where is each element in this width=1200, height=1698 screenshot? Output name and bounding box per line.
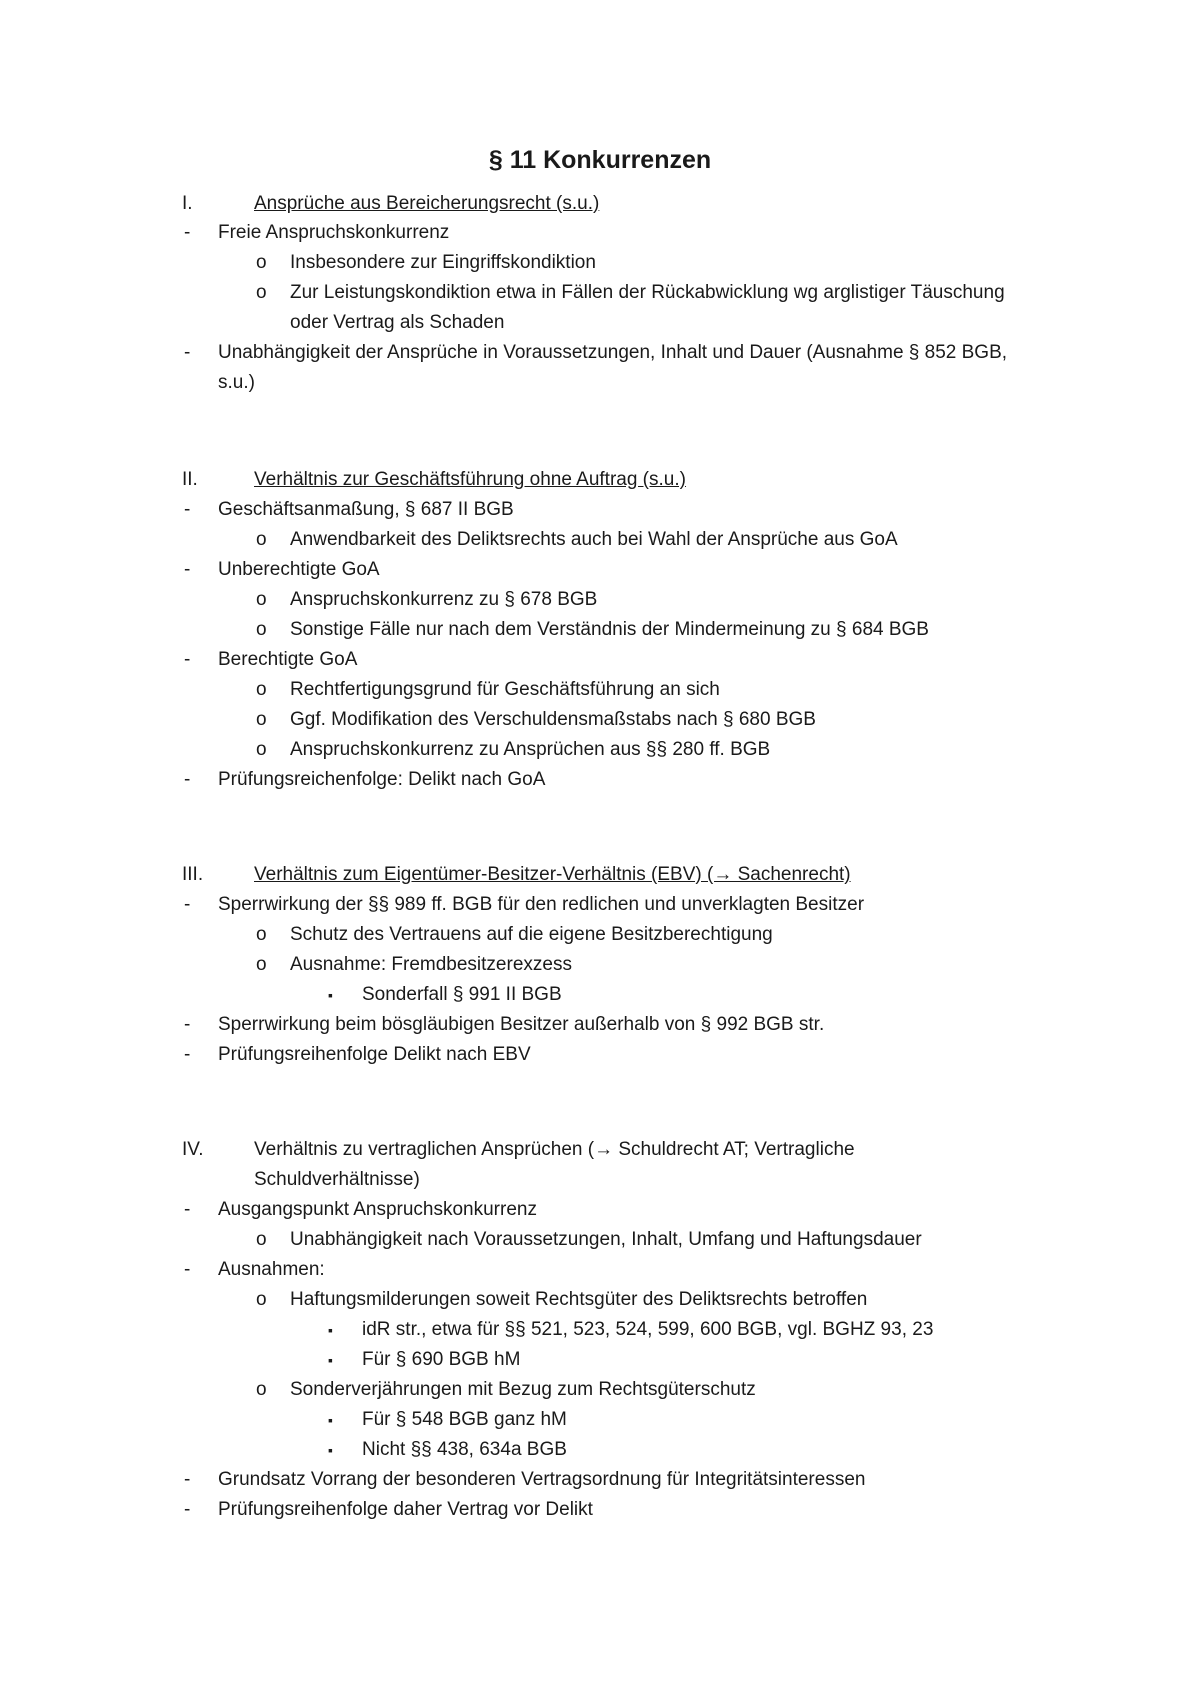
- list-item-text: Insbesondere zur Eingriffskondiktion: [290, 252, 596, 273]
- circle-bullet: o: [256, 1229, 267, 1250]
- list-item-text: Zur Leistungskondiktion etwa in Fällen der Rückabwicklung wg arglistiger Täuschung: [290, 282, 1005, 303]
- section-title: Schuldverhältnisse): [254, 1169, 420, 1190]
- section-title: Verhältnis zur Geschäftsführung ohne Auftrag (s.u.): [254, 469, 686, 490]
- list-item-text: Sonderfall § 991 II BGB: [362, 984, 562, 1005]
- section-title: Verhältnis zu vertraglichen Ansprüchen (→ Schuldrecht AT; Vertragliche: [254, 1139, 855, 1160]
- list-item-text: Prüfungsreichenfolge: Delikt nach GoA: [218, 769, 546, 790]
- dash-bullet: -: [184, 1499, 191, 1520]
- list-item-text: Sonstige Fälle nur nach dem Verständnis der Mindermeinung zu § 684 BGB: [290, 619, 929, 640]
- circle-bullet: o: [256, 252, 267, 273]
- circle-bullet: o: [256, 1289, 267, 1310]
- section-title: Verhältnis zum Eigentümer-Besitzer-Verhältnis (EBV) (→ Sachenrecht): [254, 864, 851, 885]
- list-item-text: Unberechtigte GoA: [218, 559, 380, 580]
- dash-bullet: -: [184, 342, 191, 363]
- list-item-text: Ausnahmen:: [218, 1259, 325, 1280]
- list-item-text: Freie Anspruchskonkurrenz: [218, 222, 450, 243]
- list-item-text: Sperrwirkung beim bösgläubigen Besitzer außerhalb von § 992 BGB str.: [218, 1014, 825, 1035]
- page-title: § 11 Konkurrenzen: [488, 146, 712, 174]
- list-item-text: Berechtigte GoA: [218, 649, 358, 670]
- list-item-text: Für § 690 BGB hM: [362, 1349, 521, 1370]
- list-item-text: Ggf. Modifikation des Verschuldensmaßstabs nach § 680 BGB: [290, 709, 816, 730]
- dash-bullet: -: [184, 559, 191, 580]
- list-item-text: Anspruchskonkurrenz zu Ansprüchen aus §§ 280 ff. BGB: [290, 739, 771, 760]
- dash-bullet: -: [184, 499, 191, 520]
- dash-bullet: -: [184, 222, 191, 243]
- section-numeral: II.: [182, 469, 198, 490]
- circle-bullet: o: [256, 282, 267, 303]
- list-item-text: Geschäftsanmaßung, § 687 II BGB: [218, 499, 514, 520]
- list-item-text: oder Vertrag als Schaden: [290, 312, 505, 333]
- list-item-text: Für § 548 BGB ganz hM: [362, 1409, 567, 1430]
- list-item-text: Prüfungsreihenfolge Delikt nach EBV: [218, 1044, 531, 1065]
- list-item-text: Anspruchskonkurrenz zu § 678 BGB: [290, 589, 598, 610]
- circle-bullet: o: [256, 589, 267, 610]
- square-bullet: ▪: [328, 1352, 333, 1368]
- list-item-text: idR str., etwa für §§ 521, 523, 524, 599, 600 BGB, vgl. BGHZ 93, 23: [362, 1319, 934, 1340]
- dash-bullet: -: [184, 1469, 191, 1490]
- list-item-text: Ausgangspunkt Anspruchskonkurrenz: [218, 1199, 537, 1220]
- circle-bullet: o: [256, 1379, 267, 1400]
- list-item-text: Unabhängigkeit nach Voraussetzungen, Inhalt, Umfang und Haftungsdauer: [290, 1229, 922, 1250]
- list-item-text: Sperrwirkung der §§ 989 ff. BGB für den redlichen und unverklagten Besitzer: [218, 894, 865, 915]
- list-item-text: Nicht §§ 438, 634a BGB: [362, 1439, 567, 1460]
- circle-bullet: o: [256, 739, 267, 760]
- dash-bullet: -: [184, 1014, 191, 1035]
- circle-bullet: o: [256, 619, 267, 640]
- circle-bullet: o: [256, 924, 267, 945]
- list-item-text: Unabhängigkeit der Ansprüche in Voraussetzungen, Inhalt und Dauer (Ausnahme § 852 BGB,: [218, 342, 1008, 363]
- square-bullet: ▪: [328, 1412, 333, 1428]
- dash-bullet: -: [184, 894, 191, 915]
- section-numeral: IV.: [182, 1139, 204, 1160]
- list-item-text: s.u.): [218, 372, 255, 393]
- list-item-text: Grundsatz Vorrang der besonderen Vertragsordnung für Integritätsinteressen: [218, 1469, 866, 1490]
- circle-bullet: o: [256, 679, 267, 700]
- list-item-text: Schutz des Vertrauens auf die eigene Besitzberechtigung: [290, 924, 773, 945]
- section-numeral: I.: [182, 193, 193, 214]
- square-bullet: ▪: [328, 1442, 333, 1458]
- circle-bullet: o: [256, 954, 267, 975]
- square-bullet: ▪: [328, 987, 333, 1003]
- dash-bullet: -: [184, 1199, 191, 1220]
- section-numeral: III.: [182, 864, 204, 885]
- list-item-text: Sonderverjährungen mit Bezug zum Rechtsgüterschutz: [290, 1379, 756, 1400]
- dash-bullet: -: [184, 649, 191, 670]
- circle-bullet: o: [256, 709, 267, 730]
- list-item-text: Rechtfertigungsgrund für Geschäftsführung an sich: [290, 679, 720, 700]
- list-item-text: Anwendbarkeit des Deliktsrechts auch bei Wahl der Ansprüche aus GoA: [290, 529, 898, 550]
- dash-bullet: -: [184, 1259, 191, 1280]
- dash-bullet: -: [184, 1044, 191, 1065]
- circle-bullet: o: [256, 529, 267, 550]
- list-item-text: Haftungsmilderungen soweit Rechtsgüter des Deliktsrechts betroffen: [290, 1289, 868, 1310]
- list-item-text: Ausnahme: Fremdbesitzerexzess: [290, 954, 572, 975]
- list-item-text: Prüfungsreihenfolge daher Vertrag vor Delikt: [218, 1499, 593, 1520]
- square-bullet: ▪: [328, 1322, 333, 1338]
- dash-bullet: -: [184, 769, 191, 790]
- section-title: Ansprüche aus Bereicherungsrecht (s.u.): [254, 193, 600, 214]
